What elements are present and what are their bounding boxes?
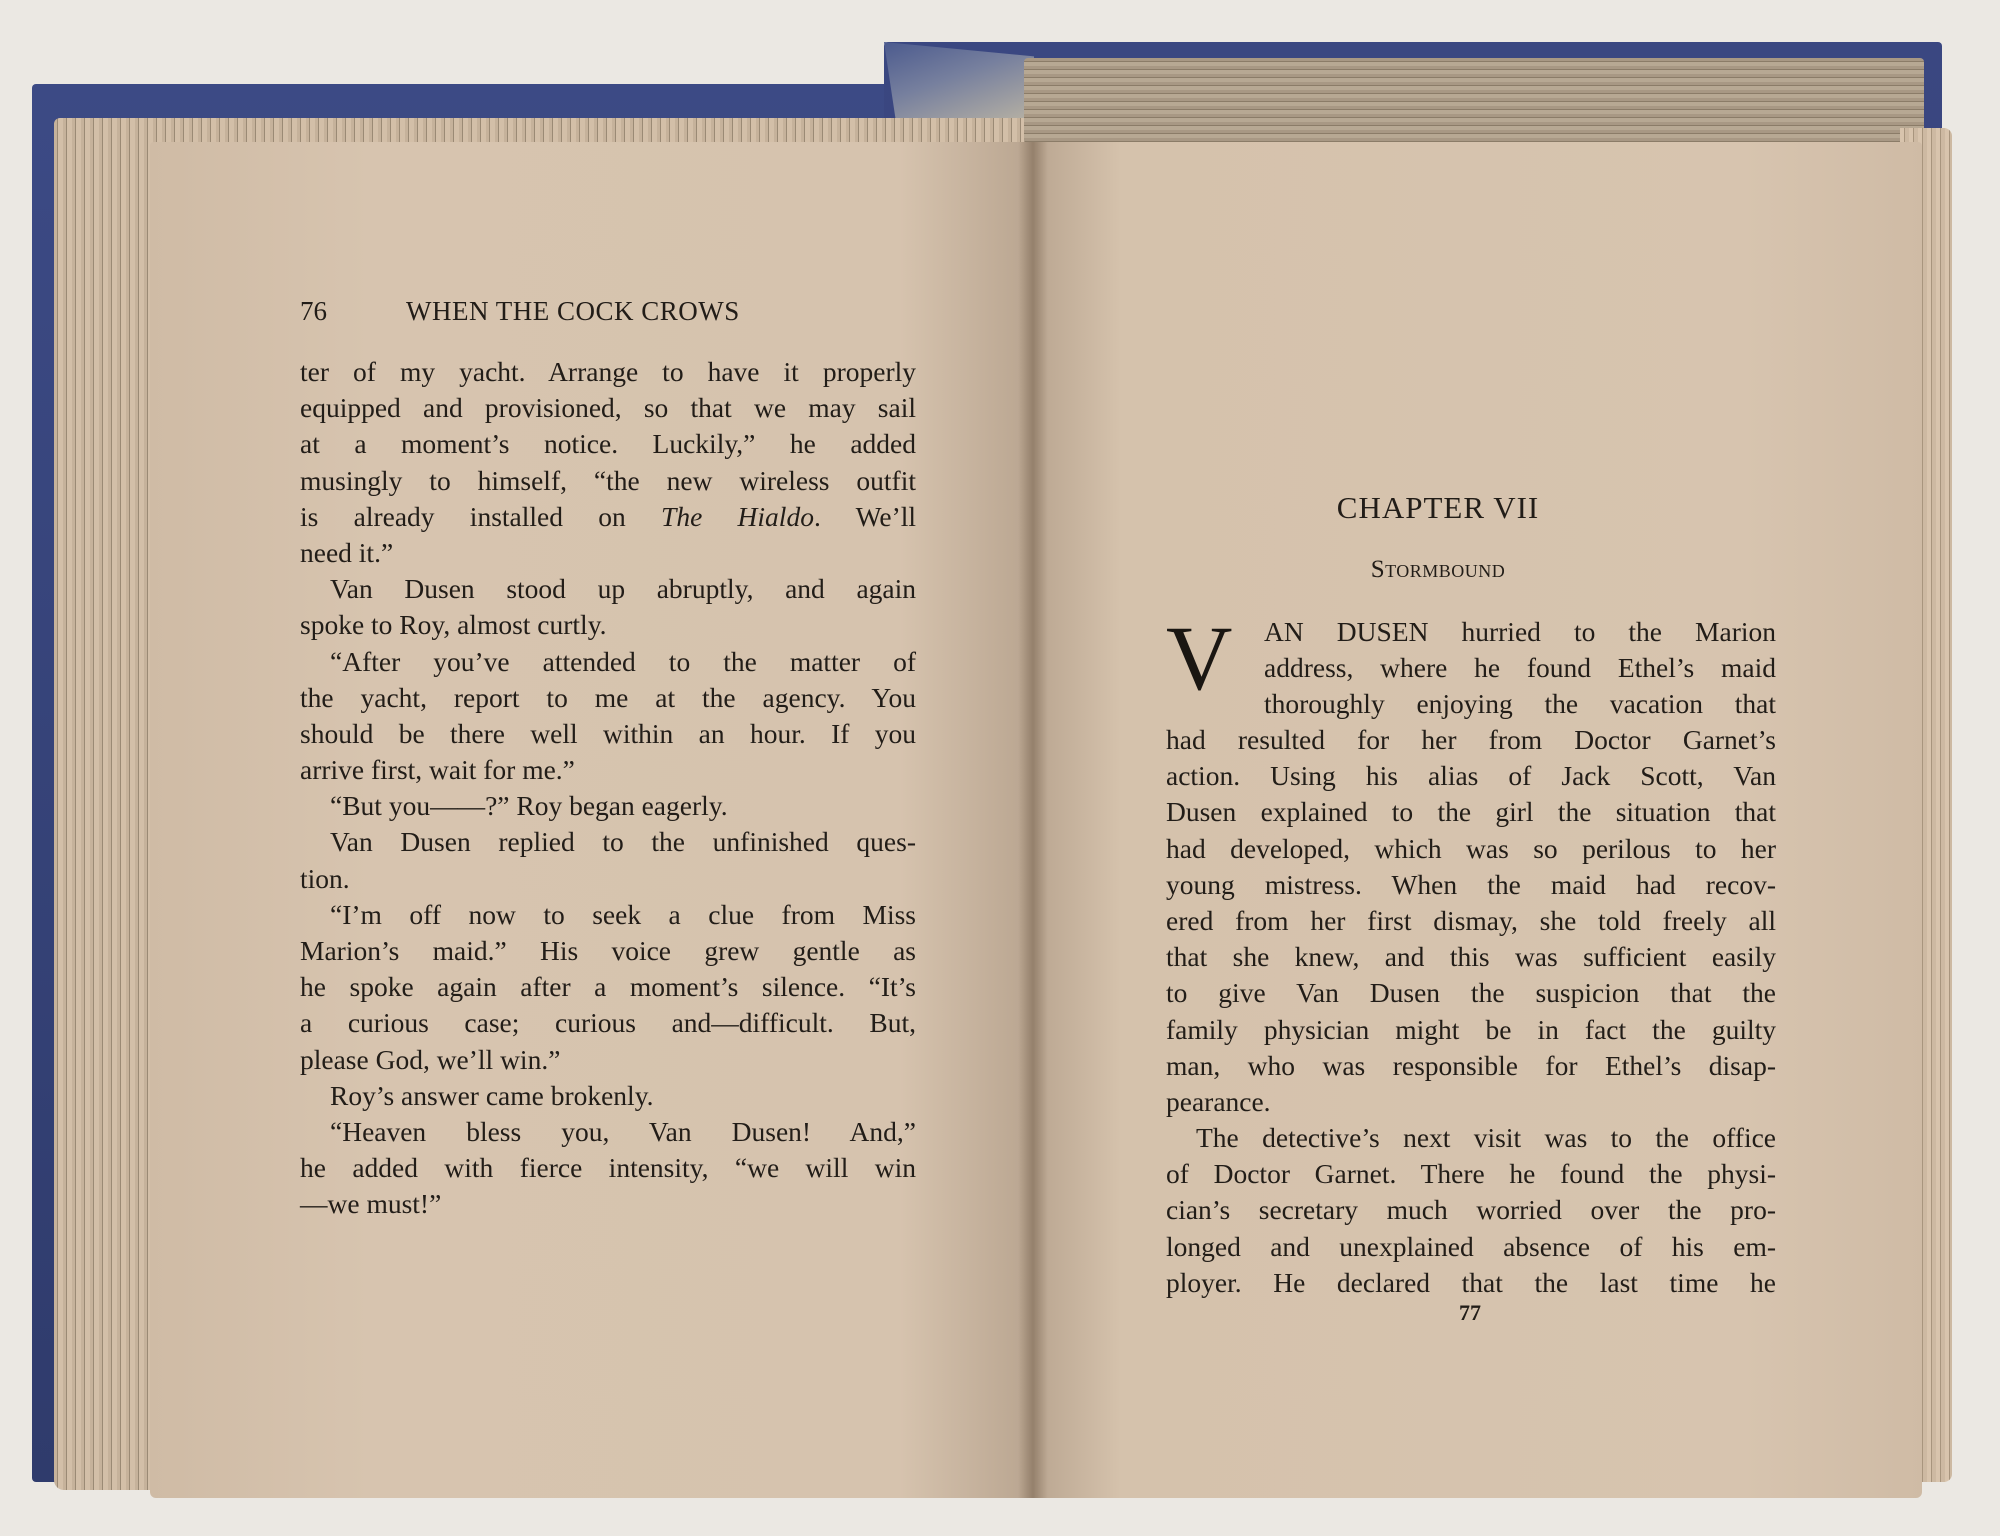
page-edges-top bbox=[1024, 58, 1924, 144]
text-line: that she knew, and this was sufficient easily bbox=[1166, 941, 1776, 973]
text-line: “But you——?” Roy began eagerly. bbox=[330, 790, 728, 822]
text-line: ployer. He declared that the last time he bbox=[1166, 1266, 1776, 1298]
page-number-right: 77 bbox=[1459, 1300, 1481, 1325]
text-line: at a moment’s notice. Luckily,” he added bbox=[300, 428, 916, 460]
chapter-subtitle: Stormbound bbox=[1370, 556, 1506, 583]
page-number-left: 76 bbox=[300, 296, 327, 326]
dropcap-lines bbox=[1264, 614, 1776, 723]
text-line: he added with fierce intensity, “we will win bbox=[300, 1152, 916, 1184]
text-line: “Heaven bless you, Van Dusen! And,” bbox=[330, 1115, 916, 1147]
text-line: a curious case; curious and—difficult. But, bbox=[300, 1007, 916, 1039]
text-line: Van Dusen replied to the unfinished ques- bbox=[330, 826, 916, 858]
running-head bbox=[300, 296, 820, 327]
text-line: tion. bbox=[300, 862, 350, 894]
text-line: “I’m off now to seek a clue from Miss bbox=[330, 898, 916, 930]
text-line: action. Using his alias of Jack Scott, Van bbox=[1166, 760, 1776, 792]
text-line: is already installed on The Hialdo. We’ll bbox=[300, 500, 917, 532]
text-line: arrive first, wait for me.” bbox=[300, 754, 575, 786]
text-line: equipped and provisioned, so that we may sail bbox=[300, 392, 916, 424]
drop-cap: V bbox=[1166, 607, 1233, 709]
text-line: family physician might be in fact the guilty bbox=[1166, 1013, 1776, 1045]
text-line: —we must!” bbox=[300, 1188, 442, 1220]
text-line: AN DUSEN hurried to the Marion bbox=[1264, 616, 1776, 647]
text-line: he spoke again after a moment’s silence. “It’s bbox=[300, 971, 916, 1003]
text-line: longed and unexplained absence of his em- bbox=[1166, 1230, 1776, 1262]
text-line: young mistress. When the maid had recov- bbox=[1166, 868, 1776, 900]
text-line: ter of my yacht. Arrange to have it properly bbox=[300, 356, 916, 387]
text-line: of Doctor Garnet. There he found the physi- bbox=[1166, 1158, 1776, 1190]
text-line: the yacht, report to me at the agency. You bbox=[300, 681, 916, 713]
left-page-body bbox=[300, 354, 916, 1223]
text-line: thoroughly enjoying the vacation that bbox=[1264, 688, 1776, 720]
text-line: man, who was responsible for Ethel’s disap- bbox=[1166, 1049, 1776, 1081]
text-line: had resulted for her from Doctor Garnet’s bbox=[1166, 724, 1776, 755]
right-page-body bbox=[1166, 722, 1776, 1301]
book-gutter bbox=[1018, 142, 1048, 1498]
text-line: musingly to himself, “the new wireless outfit bbox=[300, 464, 916, 496]
text-line: ered from her first dismay, she told freely all bbox=[1166, 904, 1776, 936]
text-line: The detective’s next visit was to the office bbox=[1196, 1122, 1776, 1154]
text-line: Marion’s maid.” His voice grew gentle as bbox=[300, 935, 916, 966]
text-line: “After you’ve attended to the matter of bbox=[330, 645, 916, 677]
text-line: Van Dusen stood up abruptly, and again bbox=[330, 573, 916, 605]
text-line: address, where he found Ethel’s maid bbox=[1264, 652, 1776, 684]
text-line: had developed, which was so perilous to her bbox=[1166, 832, 1776, 864]
text-line: Dusen explained to the girl the situation that bbox=[1166, 796, 1776, 828]
text-line: should be there well within an hour. If you bbox=[300, 717, 916, 749]
text-line: Roy’s answer came brokenly. bbox=[330, 1079, 654, 1111]
text-line: please God, we’ll win.” bbox=[300, 1043, 561, 1075]
text-line: to give Van Dusen the suspicion that the bbox=[1166, 977, 1776, 1009]
text-line: pearance. bbox=[1166, 1085, 1271, 1117]
running-head-title: WHEN THE COCK CROWS bbox=[406, 296, 740, 326]
text-line: need it.” bbox=[300, 536, 394, 568]
chapter-title: CHAPTER VII bbox=[1336, 490, 1540, 525]
text-line: cian’s secretary much worried over the pro- bbox=[1166, 1194, 1776, 1226]
text-line: spoke to Roy, almost curtly. bbox=[300, 609, 607, 641]
